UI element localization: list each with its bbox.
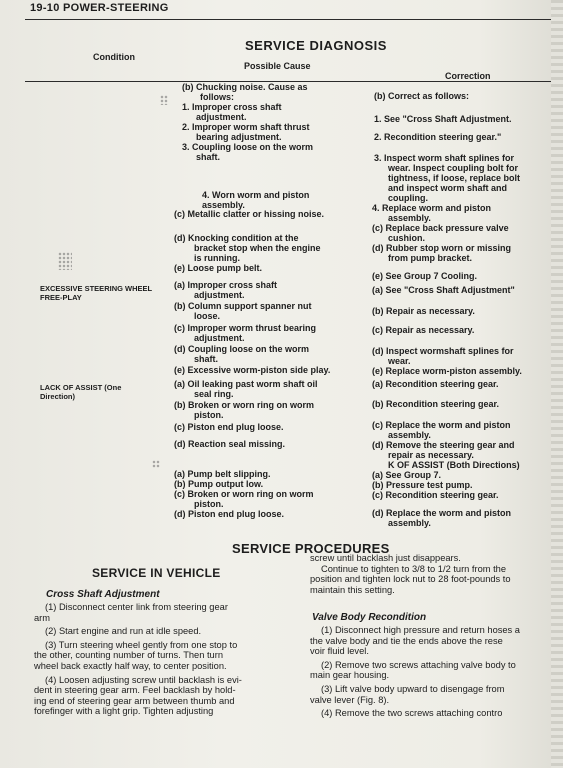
cause-line: shaft. — [194, 354, 219, 364]
procedure-line: (2) Remove two screws attaching valve body to — [321, 659, 516, 670]
cause-line: piston. — [194, 410, 224, 420]
procedure-line: arm — [34, 612, 51, 623]
correction-line: and inspect worm shaft and — [388, 183, 508, 193]
cause-line: (c) Improper worm thrust bearing — [174, 323, 317, 333]
cause-line: seal ring. — [194, 389, 234, 399]
condition-label: FREE-PLAY — [40, 293, 82, 302]
correction-line: K OF ASSIST (Both Directions) — [388, 460, 520, 470]
cause-line: (a) Oil leaking past worm shaft oil — [174, 379, 318, 389]
procedure-line: Continue to tighten to 3/8 to 1/2 turn from the — [321, 563, 507, 574]
correction-line: (a) Recondition steering gear. — [372, 379, 499, 389]
correction-line: 1. See "Cross Shaft Adjustment. — [374, 114, 512, 124]
cause-line: (b) Pump output low. — [174, 479, 264, 489]
correction-line: (d) Remove the steering gear and — [372, 440, 515, 450]
procedure-line: wheel back exactly half way, to center position. — [34, 660, 227, 671]
procedure-line: valve lever (Fig. 8). — [310, 694, 390, 705]
correction-line: (a) See "Cross Shaft Adjustment" — [372, 285, 515, 295]
correction-line: (b) Recondition steering gear. — [372, 399, 500, 409]
cause-line: (e) Loose pump belt. — [174, 263, 263, 273]
procedures-title: SERVICE PROCEDURES — [232, 541, 390, 556]
correction-line: 3. Inspect worm shaft splines for — [374, 153, 515, 163]
procedure-line: (4) Remove the two screws attaching contro — [321, 708, 503, 719]
binding-edge — [551, 0, 563, 768]
correction-line: tightness, if loose, replace bolt — [388, 173, 521, 183]
correction-line: assembly. — [388, 430, 431, 440]
correction-line: (d) Replace the worm and piston — [372, 508, 512, 518]
cause-line: piston. — [194, 499, 224, 509]
procedure-line: dent in steering gear arm. Feel backlash by hold- — [34, 685, 236, 696]
correction-line: assembly. — [388, 213, 431, 223]
cause-line: (c) Metallic clatter or hissing noise. — [174, 209, 325, 219]
procedure-line: maintain this setting. — [310, 584, 395, 595]
condition-label: Direction) — [40, 392, 76, 401]
service-in-vehicle-title: SERVICE IN VEHICLE — [92, 566, 221, 580]
procedure-line: voir fluid level. — [310, 646, 369, 657]
cause-line: adjustment. — [194, 290, 245, 300]
cause-line: (b) Chucking noise. Cause as — [182, 82, 308, 92]
condition-free-play — [40, 284, 152, 302]
procedure-line: (1) Disconnect center link from steering gear — [45, 602, 228, 612]
correction-line: assembly. — [388, 518, 431, 528]
procedure-line: (3) Lift valve body upward to disengage from — [321, 683, 505, 694]
cross-shaft-continued — [310, 553, 555, 595]
procedure-line: (2) Start engine and run at idle speed. — [45, 626, 202, 637]
cause-line: (d) Reaction seal missing. — [174, 439, 286, 449]
correction-line: (b) Repair as necessary. — [372, 306, 475, 316]
cause-line: 1. Improper cross shaft — [182, 102, 282, 112]
cause-line: (c) Broken or worn ring on worm — [174, 489, 314, 499]
cause-line: (b) Column support spanner nut — [174, 301, 312, 311]
procedure-line: the other, counting number of turns. Then turn — [34, 650, 223, 661]
column-header-cause: Possible Cause — [244, 61, 311, 71]
cause-line: bearing adjustment. — [196, 132, 282, 142]
correction-line: (d) Inspect wormshaft splines for — [372, 346, 514, 356]
cause-line: is running. — [194, 253, 240, 263]
correction-line: wear. Inspect coupling bolt for — [388, 163, 519, 173]
condition-label: LACK OF ASSIST (One — [40, 383, 122, 392]
procedure-line: the valve body and tie the ends above the rese — [310, 635, 503, 646]
cross-shaft-heading: Cross Shaft Adjustment — [46, 589, 160, 600]
procedure-line: forefinger with a light grip. Tighten adjusting — [34, 706, 214, 717]
scan-speck — [152, 460, 160, 468]
correction-line: (e) See Group 7 Cooling. — [372, 271, 478, 281]
cause-line: (a) Improper cross shaft — [174, 280, 278, 290]
correction-line: (b) Pressure test pump. — [372, 480, 473, 490]
column-header-correction: Correction — [445, 71, 491, 81]
cause-line: (d) Piston end plug loose. — [174, 509, 284, 519]
correction-line: 4. Replace worm and piston — [372, 203, 492, 213]
procedure-line: (1) Disconnect high pressure and return hoses a — [321, 625, 520, 635]
correction-line: (b) Correct as follows: — [374, 91, 470, 101]
procedure-line: main gear housing. — [310, 670, 390, 681]
procedure-line: ing end of steering gear arm between thumb and — [34, 695, 235, 706]
cause-line: (a) Pump belt slipping. — [174, 469, 271, 479]
correction-line: (c) Recondition steering gear. — [372, 490, 499, 500]
procedure-line: screw until backlash just disappears. — [310, 553, 461, 563]
correction-line: wear. — [388, 356, 411, 366]
correction-line: (c) Replace the worm and piston — [372, 420, 511, 430]
correction-line: cushion. — [388, 233, 426, 243]
cause-line: 4. Worn worm and piston — [202, 190, 310, 200]
cause-line: bracket stop when the engine — [194, 243, 321, 253]
correction-line: (d) Rubber stop worn or missing — [372, 243, 511, 253]
correction-line: (c) Repair as necessary. — [372, 325, 475, 335]
condition-lack-of-assist — [40, 383, 121, 401]
correction-line: (a) See Group 7. — [372, 470, 442, 480]
diagnosis-title: SERVICE DIAGNOSIS — [245, 38, 387, 53]
cause-line: assembly. — [202, 200, 245, 210]
cause-line: (c) Piston end plug loose. — [174, 422, 284, 432]
cause-line: loose. — [194, 311, 221, 321]
correction-line: from pump bracket. — [388, 253, 473, 263]
cause-line: (d) Knocking condition at the — [174, 233, 299, 243]
procedure-line: (4) Loosen adjusting screw until backlash is evi- — [45, 674, 242, 685]
cause-line: adjustment. — [196, 112, 247, 122]
condition-label: EXCESSIVE STEERING WHEEL — [40, 284, 153, 293]
correction-line: repair as necessary. — [388, 450, 474, 460]
cause-line: (e) Excessive worm-piston side play. — [174, 365, 331, 375]
header-rule — [25, 19, 555, 20]
valve-body-procedure — [310, 625, 555, 719]
correction-line: (e) Replace worm-piston assembly. — [372, 366, 522, 376]
scan-speck — [160, 95, 168, 105]
cause-line: 2. Improper worm shaft thrust — [182, 122, 310, 132]
correction-line: (c) Replace back pressure valve — [372, 223, 509, 233]
scan-speck — [58, 252, 72, 270]
correction-line: 2. Recondition steering gear." — [374, 132, 502, 142]
page-header: 19-10 POWER-STEERING — [30, 2, 169, 14]
valve-body-heading: Valve Body Recondition — [312, 612, 427, 623]
cause-line: follows: — [200, 92, 234, 102]
cause-line: (b) Broken or worn ring on worm — [174, 400, 314, 410]
procedure-line: position and tighten lock nut to 28 foot-pounds to — [310, 574, 511, 585]
correction-line: coupling. — [388, 193, 428, 203]
cross-shaft-procedure — [34, 602, 299, 717]
cause-line: shaft. — [196, 152, 221, 162]
column-header-condition: Condition — [93, 52, 135, 62]
cause-line: 3. Coupling loose on the worm — [182, 142, 314, 152]
cause-line: adjustment. — [194, 333, 245, 343]
cause-line: (d) Coupling loose on the worm — [174, 344, 309, 354]
procedure-line: (3) Turn steering wheel gently from one stop to — [45, 639, 238, 650]
